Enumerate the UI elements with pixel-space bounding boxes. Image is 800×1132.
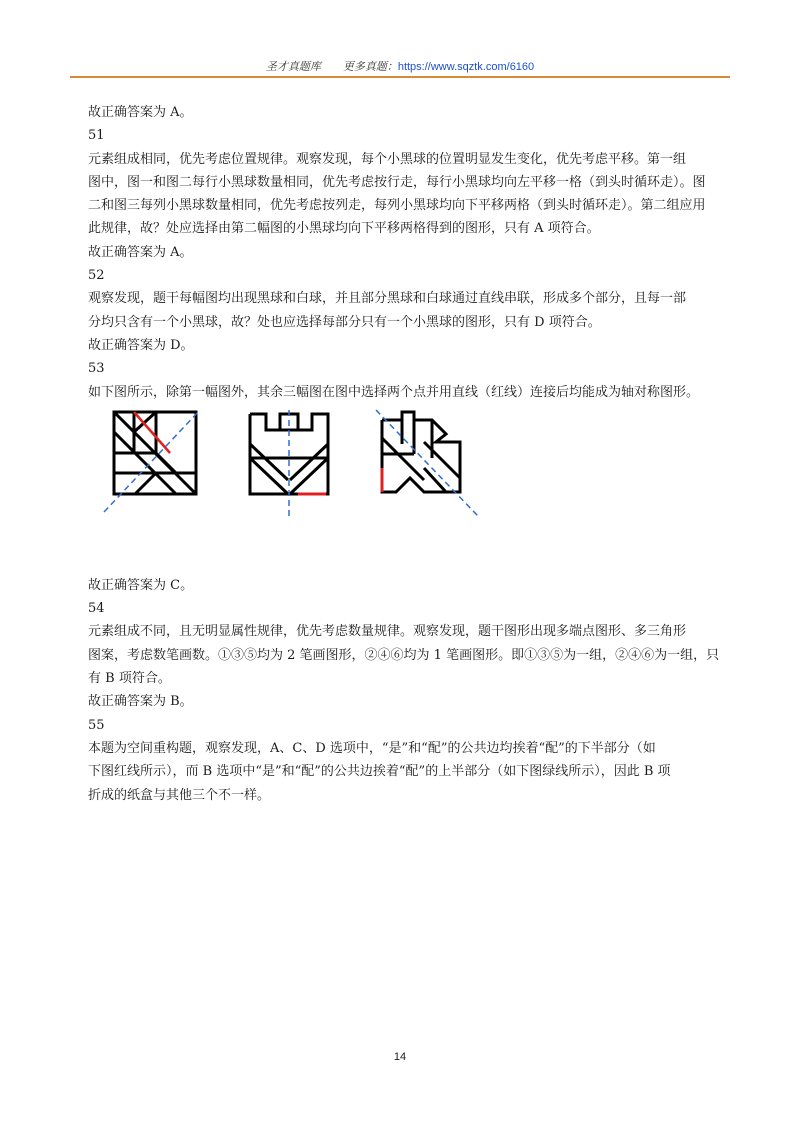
explanation-54-line-2: 图案，考虑数笔画数。①③⑤均为 2 笔画图形，②④⑥均为 1 笔画图形。即①③⑤为一组，②④⑥为一组，只 (88, 647, 720, 663)
explanation-52-line-2: 分均只含有一个小黑球，故？处也应选择每部分只有一个小黑球的图形，只有 D 项符合。 (88, 314, 601, 330)
figure-2-diagram (238, 408, 350, 520)
question-number-51: 51 (88, 128, 105, 144)
header-label: 圣才真题库 更多真题： (265, 60, 398, 73)
page-number: 14 (393, 1051, 407, 1063)
figure-1-diagram (100, 408, 212, 516)
answer-51: 故正确答案为 A。 (88, 244, 193, 260)
figure-1-axis (104, 410, 200, 512)
explanation-54-line-3: 有 B 项符合。 (88, 671, 171, 687)
explanation-54-line-1: 元素组成不同，且无明显属性规律，优先考虑数量规律。观察发现，题干图形出现多端点图形、多三角形 (88, 624, 687, 640)
explanation-51-line-1: 元素组成相同，优先考虑位置规律。观察发现，每个小黑球的位置明显发生变化，优先考虑平移。第一组 (88, 151, 687, 167)
document-body (88, 101, 740, 807)
explanation-55-line-2: 下图红线所示），而 B 选项中“是”和“配”的公共边挨着“配”的上半部分（如下图绿线所示），因此 B 项 (88, 764, 671, 780)
question-number-55: 55 (88, 717, 105, 733)
header-link[interactable]: https://www.sqztk.com/6160 (397, 61, 535, 73)
explanation-55-line-3: 折成的纸盒与其他三个不一样。 (88, 787, 271, 803)
question-number-52: 52 (88, 268, 105, 284)
explanation-53-line-1: 如下图所示，除第一幅图外，其余三幅图在图中选择两个点并用直线（红线）连接后均能成为轴对称图形。 (88, 384, 700, 400)
answer-53: 故正确答案为 C。 (88, 577, 194, 593)
header-divider (70, 76, 730, 78)
figure-3-axis (376, 410, 478, 516)
answer-52: 故正确答案为 D。 (88, 337, 194, 353)
explanation-51-line-4: 此规律，故？处应选择由第二幅图的小黑球均向下平移两格得到的图形，只有 A 项符合。 (88, 221, 600, 237)
figure-3-diagram (374, 408, 486, 520)
question-number-54: 54 (88, 601, 105, 617)
explanation-51-line-2: 图中，图一和图二每行小黑球数量相同，优先考虑按行走，每行小黑球均向左平移一格（到头时循环走）。图 (88, 174, 706, 190)
answer-54: 故正确答案为 B。 (88, 694, 193, 710)
explanation-55-line-1: 本题为空间重构题，观察发现，A、C、D 选项中，“是”和“配”的公共边均挨着“配”的下半部分（如 (88, 740, 656, 756)
explanation-51-line-3: 二和图三每列小黑球数量相同，优先考虑按列走，每列小黑球均向下平移两格（到头时循环走）。第二组应用 (88, 198, 706, 214)
answer-50: 故正确答案为 A。 (88, 105, 193, 120)
explanation-52-line-1: 观察发现，题干每幅图均出现黑球和白球，并且部分黑球和白球通过直线串联，形成多个部分，且每一部 (88, 291, 687, 307)
symmetry-figures (88, 408, 740, 568)
figure-1-red-line (134, 412, 170, 453)
question-number-53: 53 (88, 361, 105, 377)
page-header (70, 58, 730, 76)
